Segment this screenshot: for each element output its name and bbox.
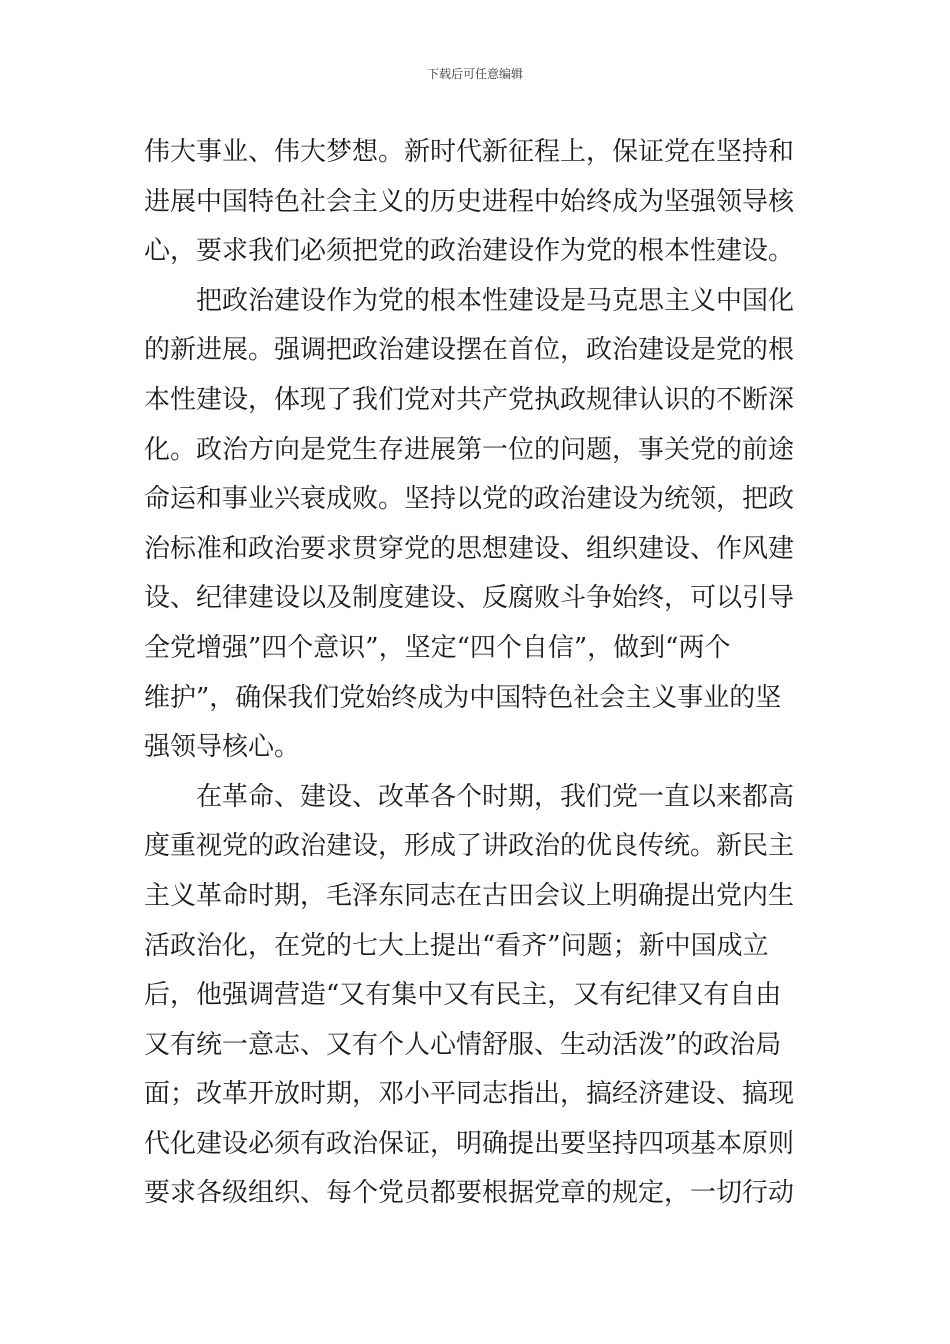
page-header: 下载后可任意编辑 [426, 67, 523, 81]
text-line: 后，他强调营造“又有集中又有民主，又有纪律又有自由 [144, 980, 782, 1011]
text-line: 本性建设，体现了我们党对共产党执政规律认识的不断深 [144, 384, 795, 415]
document-body [144, 128, 808, 1219]
text-line: 心，要求我们必须把党的政治建设作为党的根本性建设。 [144, 236, 795, 267]
text-line: 代化建设必须有政治保证，明确提出要坚持四项基本原则 [144, 1128, 795, 1159]
text-line: 的新进展。强调把政治建设摆在首位，政治建设是党的根 [144, 335, 795, 366]
text-line: 度重视党的政治建设，形成了讲政治的优良传统。新民主 [144, 831, 795, 862]
text-line: 把政治建设作为党的根本性建设是马克思主义中国化 [196, 285, 795, 316]
text-line: 维护”，确保我们党始终成为中国特色社会主义事业的坚 [144, 682, 782, 713]
text-line: 伟大事业、伟大梦想。新时代新征程上，保证党在坚持和 [144, 137, 795, 167]
text-line: 全党增强”四个意识”，坚定“四个自信”，做到“两个 [144, 632, 731, 663]
text-line: 治标准和政治要求贯穿党的思想建设、组织建设、作风建 [144, 533, 795, 564]
text-line: 在革命、建设、改革各个时期，我们党一直以来都高 [196, 781, 795, 812]
text-line: 设、纪律建设以及制度建设、反腐败斗争始终，可以引导 [144, 583, 795, 614]
text-line: 又有统一意志、又有个人心情舒服、生动活泼”的政治局 [144, 1029, 782, 1060]
text-line: 主义革命时期，毛泽东同志在古田会议上明确提出党内生 [144, 880, 795, 911]
paragraph-1 [144, 128, 808, 277]
paragraph-3 [144, 773, 808, 1219]
text-line: 面；改革开放时期，邓小平同志指出，搞经济建设、搞现 [144, 1079, 795, 1110]
text-line: 化。政治方向是党生存进展第一位的问题，事关党的前途 [144, 434, 795, 465]
text-line: 要求各级组织、每个党员都要根据党章的规定，一切行动 [144, 1178, 795, 1209]
text-line: 进展中国特色社会主义的历史进程中始终成为坚强领导核 [144, 186, 795, 217]
text-line: 活政治化，在党的七大上提出“看齐”问题；新中国成立 [144, 930, 769, 961]
text-line: 命运和事业兴衰成败。坚持以党的政治建设为统领，把政 [144, 484, 795, 515]
text-line: 强领导核心。 [144, 732, 301, 763]
paragraph-2 [144, 277, 808, 773]
